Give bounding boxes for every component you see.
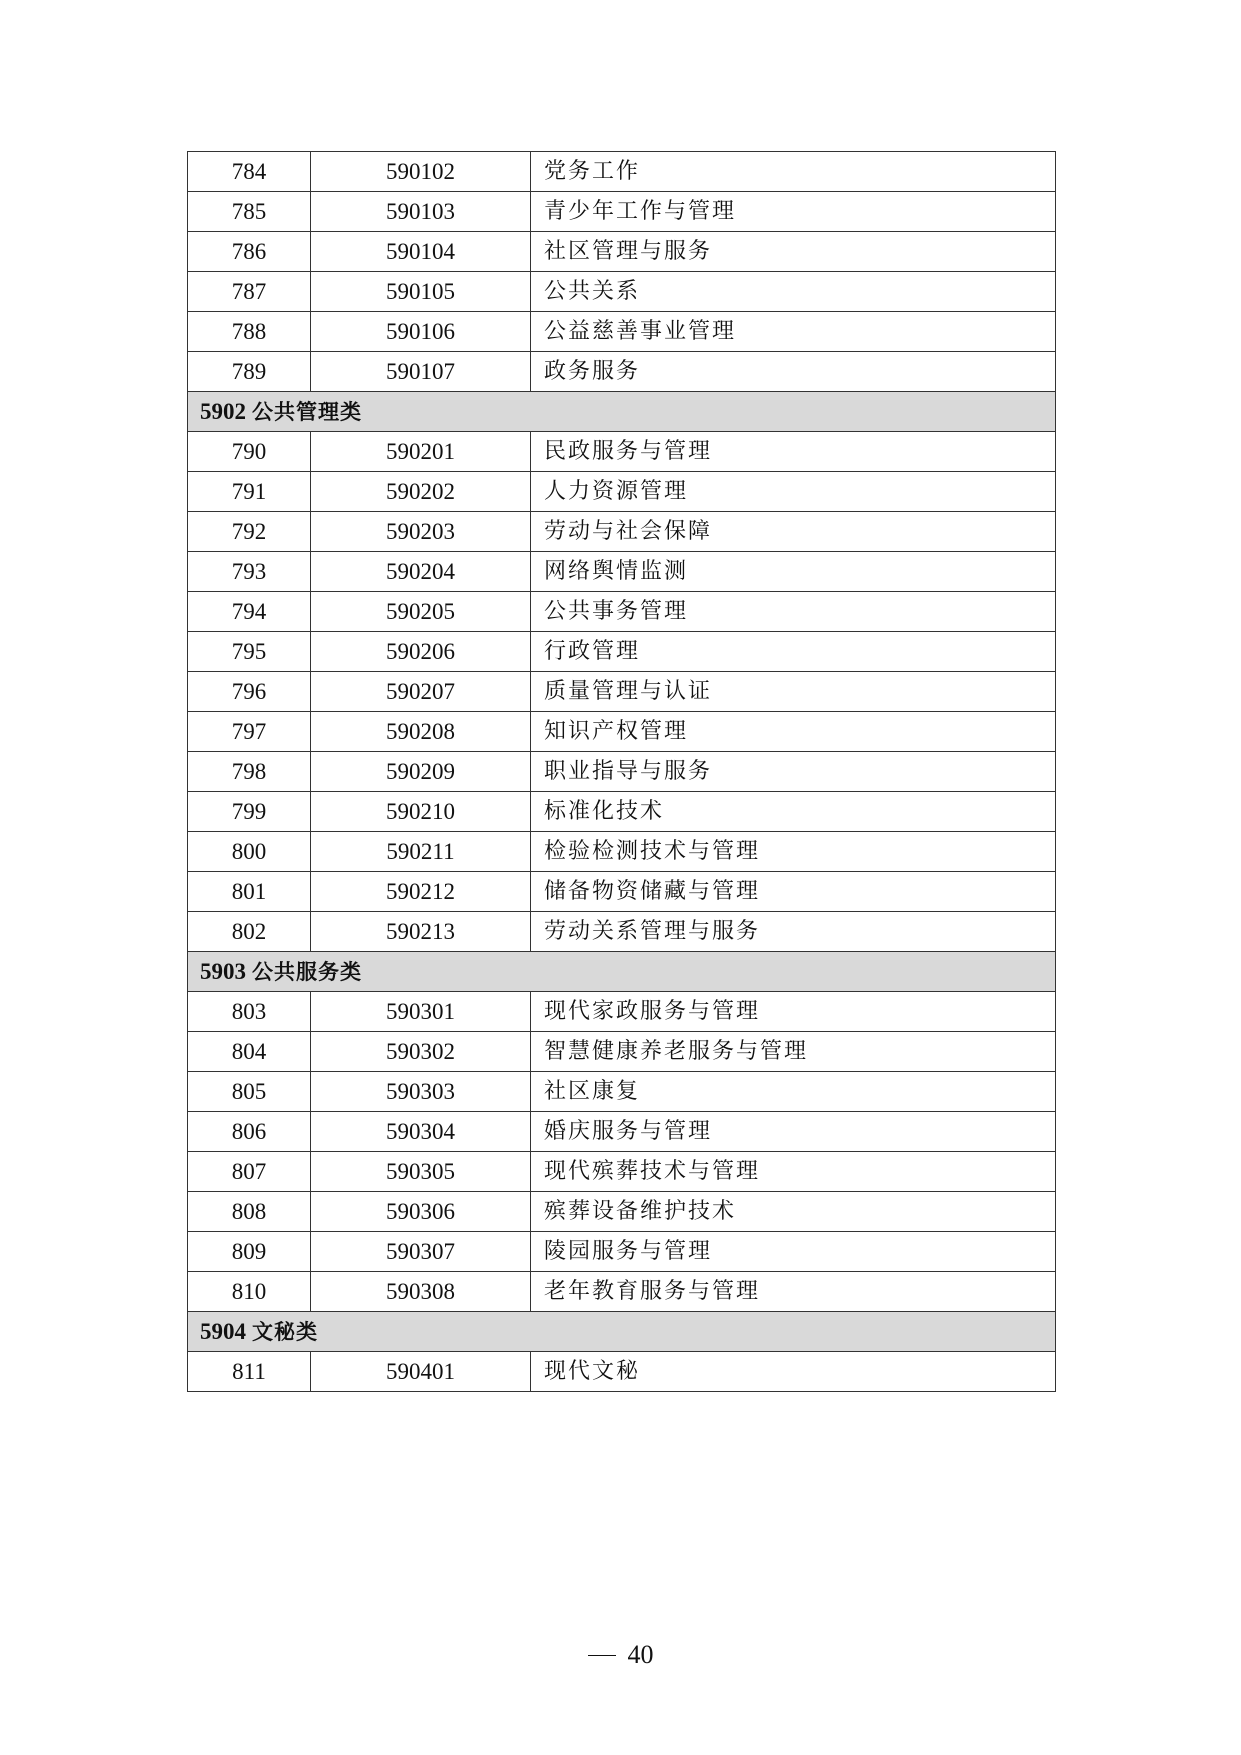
page-number: [0, 1640, 1241, 1670]
major-name-cell: 劳动关系管理与服务: [531, 912, 1056, 952]
table-row: [188, 832, 1056, 872]
major-name-cell: 社区管理与服务: [531, 232, 1056, 272]
table-row: [188, 312, 1056, 352]
table-row: [188, 1152, 1056, 1192]
code-cell: 590202: [311, 472, 531, 512]
category-cell: [188, 392, 1056, 432]
sequence-cell: 808: [188, 1192, 311, 1232]
sequence-cell: 784: [188, 152, 311, 192]
table-row: [188, 152, 1056, 192]
category-name: 文秘类: [252, 1320, 318, 1344]
sequence-cell: 805: [188, 1072, 311, 1112]
table-row: [188, 872, 1056, 912]
major-name-cell: 现代文秘: [531, 1352, 1056, 1392]
table-row: [188, 1192, 1056, 1232]
table-row: [188, 912, 1056, 952]
table-row: [188, 792, 1056, 832]
code-cell: 590302: [311, 1032, 531, 1072]
sequence-cell: 803: [188, 992, 311, 1032]
table-row: [188, 752, 1056, 792]
category-code: 5903: [200, 959, 246, 984]
sequence-cell: 787: [188, 272, 311, 312]
table-row: [188, 712, 1056, 752]
page-number-value: 40: [627, 1640, 654, 1669]
category-code: 5902: [200, 399, 246, 424]
sequence-cell: 804: [188, 1032, 311, 1072]
code-cell: 590301: [311, 992, 531, 1032]
sequence-cell: 792: [188, 512, 311, 552]
major-name-cell: 人力资源管理: [531, 472, 1056, 512]
major-name-cell: 知识产权管理: [531, 712, 1056, 752]
major-name-cell: 现代家政服务与管理: [531, 992, 1056, 1032]
code-cell: 590203: [311, 512, 531, 552]
code-cell: 590213: [311, 912, 531, 952]
code-cell: 590103: [311, 192, 531, 232]
code-cell: 590106: [311, 312, 531, 352]
table-row: [188, 232, 1056, 272]
major-name-cell: 智慧健康养老服务与管理: [531, 1032, 1056, 1072]
table-row: [188, 272, 1056, 312]
table-row: [188, 552, 1056, 592]
sequence-cell: 795: [188, 632, 311, 672]
category-name: 公共服务类: [252, 960, 362, 984]
table-row: [188, 672, 1056, 712]
category-row: [188, 1312, 1056, 1352]
table-row: [188, 1032, 1056, 1072]
sequence-cell: 811: [188, 1352, 311, 1392]
major-name-cell: 政务服务: [531, 352, 1056, 392]
sequence-cell: 797: [188, 712, 311, 752]
sequence-cell: 810: [188, 1272, 311, 1312]
code-cell: 590209: [311, 752, 531, 792]
code-cell: 590306: [311, 1192, 531, 1232]
major-name-cell: 储备物资储藏与管理: [531, 872, 1056, 912]
category-row: [188, 392, 1056, 432]
category-name: 公共管理类: [252, 400, 362, 424]
category-cell: [188, 952, 1056, 992]
category-row: [188, 952, 1056, 992]
sequence-cell: 791: [188, 472, 311, 512]
major-name-cell: 民政服务与管理: [531, 432, 1056, 472]
major-name-cell: 党务工作: [531, 152, 1056, 192]
code-cell: 590211: [311, 832, 531, 872]
sequence-cell: 793: [188, 552, 311, 592]
table-row: [188, 632, 1056, 672]
table-row: [188, 512, 1056, 552]
sequence-cell: 806: [188, 1112, 311, 1152]
sequence-cell: 796: [188, 672, 311, 712]
page-number-dash: [588, 1655, 616, 1656]
sequence-cell: 802: [188, 912, 311, 952]
major-name-cell: 陵园服务与管理: [531, 1232, 1056, 1272]
code-cell: 590307: [311, 1232, 531, 1272]
table-row: [188, 592, 1056, 632]
major-name-cell: 公共事务管理: [531, 592, 1056, 632]
table-row: [188, 432, 1056, 472]
major-name-cell: 质量管理与认证: [531, 672, 1056, 712]
code-cell: 590303: [311, 1072, 531, 1112]
table-row: [188, 1232, 1056, 1272]
table-row: [188, 1112, 1056, 1152]
table-row: [188, 1272, 1056, 1312]
code-cell: 590212: [311, 872, 531, 912]
major-name-cell: 检验检测技术与管理: [531, 832, 1056, 872]
major-name-cell: 网络舆情监测: [531, 552, 1056, 592]
major-name-cell: 社区康复: [531, 1072, 1056, 1112]
sequence-cell: 786: [188, 232, 311, 272]
code-cell: 590208: [311, 712, 531, 752]
code-cell: 590305: [311, 1152, 531, 1192]
table-row: [188, 192, 1056, 232]
major-name-cell: 老年教育服务与管理: [531, 1272, 1056, 1312]
sequence-cell: 800: [188, 832, 311, 872]
category-cell: [188, 1312, 1056, 1352]
sequence-cell: 801: [188, 872, 311, 912]
table-row: [188, 1352, 1056, 1392]
sequence-cell: 809: [188, 1232, 311, 1272]
code-cell: 590304: [311, 1112, 531, 1152]
code-cell: 590102: [311, 152, 531, 192]
major-name-cell: 劳动与社会保障: [531, 512, 1056, 552]
sequence-cell: 785: [188, 192, 311, 232]
table-body: [188, 152, 1056, 1392]
major-name-cell: 公共关系: [531, 272, 1056, 312]
code-cell: 590308: [311, 1272, 531, 1312]
table-row: [188, 472, 1056, 512]
major-catalog-table: [187, 151, 1056, 1392]
major-name-cell: 行政管理: [531, 632, 1056, 672]
code-cell: 590201: [311, 432, 531, 472]
major-name-cell: 婚庆服务与管理: [531, 1112, 1056, 1152]
code-cell: 590206: [311, 632, 531, 672]
code-cell: 590107: [311, 352, 531, 392]
category-code: 5904: [200, 1319, 246, 1344]
sequence-cell: 794: [188, 592, 311, 632]
major-name-cell: 公益慈善事业管理: [531, 312, 1056, 352]
code-cell: 590210: [311, 792, 531, 832]
sequence-cell: 807: [188, 1152, 311, 1192]
sequence-cell: 790: [188, 432, 311, 472]
sequence-cell: 799: [188, 792, 311, 832]
code-cell: 590207: [311, 672, 531, 712]
major-name-cell: 殡葬设备维护技术: [531, 1192, 1056, 1232]
major-name-cell: 职业指导与服务: [531, 752, 1056, 792]
major-name-cell: 现代殡葬技术与管理: [531, 1152, 1056, 1192]
code-cell: 590105: [311, 272, 531, 312]
code-cell: 590205: [311, 592, 531, 632]
sequence-cell: 789: [188, 352, 311, 392]
code-cell: 590401: [311, 1352, 531, 1392]
table-row: [188, 1072, 1056, 1112]
sequence-cell: 788: [188, 312, 311, 352]
code-cell: 590104: [311, 232, 531, 272]
table-row: [188, 992, 1056, 1032]
code-cell: 590204: [311, 552, 531, 592]
major-name-cell: 标准化技术: [531, 792, 1056, 832]
table-row: [188, 352, 1056, 392]
major-name-cell: 青少年工作与管理: [531, 192, 1056, 232]
sequence-cell: 798: [188, 752, 311, 792]
